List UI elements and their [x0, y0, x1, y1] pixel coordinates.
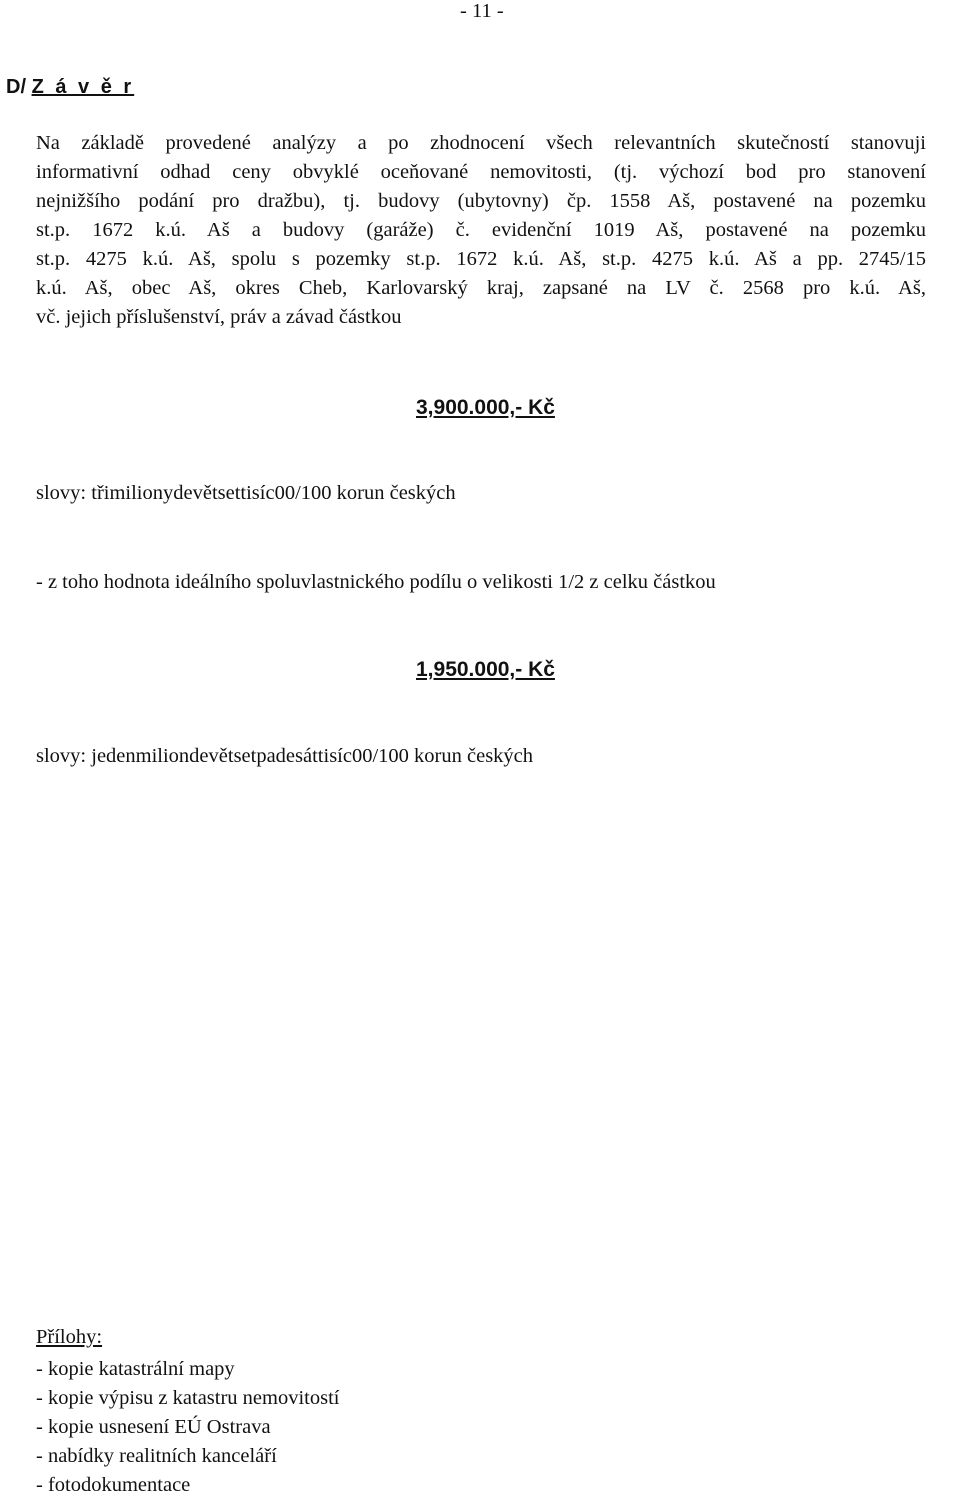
list-item: - kopie usnesení EÚ Ostrava [36, 1416, 271, 1438]
list-item: - fotodokumentace [36, 1474, 191, 1496]
list-item: - kopie katastrální mapy [36, 1358, 235, 1380]
total-in-words: slovy: třimilionydevětsettisíc00/100 korun českých [36, 482, 456, 504]
conclusion-line: st.p. 1672 k.ú. Aš a budovy (garáže) č. evidenční 1019 Aš, postavené na pozemku [36, 219, 926, 241]
total-amount: 3,900.000,- Kč [416, 396, 555, 419]
conclusion-line: k.ú. Aš, obec Aš, okres Cheb, Karlovarský kraj, zapsané na LV č. 2568 pro k.ú. Aš, [36, 277, 926, 299]
share-amount: 1,950.000,- Kč [416, 658, 555, 681]
share-in-words: slovy: jedenmiliondevětsetpadesáttisíc00/100 korun českých [36, 745, 534, 767]
attachments-title: Přílohy: [36, 1326, 103, 1348]
section-prefix: D/ [6, 76, 26, 98]
section-heading [6, 76, 134, 99]
conclusion-line: Na základě provedené analýzy a po zhodnocení všech relevantních skutečností stanovuji [36, 132, 926, 154]
conclusion-line: nejnižšího podání pro dražbu), tj. budovy (ubytovny) čp. 1558 Aš, postavené na pozemku [36, 190, 926, 212]
list-item: - nabídky realitních kanceláří [36, 1445, 277, 1467]
conclusion-line: st.p. 4275 k.ú. Aš, spolu s pozemky st.p. 1672 k.ú. Aš, st.p. 4275 k.ú. Aš a pp. 2745/15 [36, 248, 926, 270]
list-item: - kopie výpisu z katastru nemovitostí [36, 1387, 340, 1409]
conclusion-line: informativní odhad ceny obvyklé oceňované nemovitosti, (tj. výchozí bod pro stanovení [36, 161, 926, 183]
share-text: - z toho hodnota ideálního spoluvlastnického podílu o velikosti 1/2 z celku částkou [36, 571, 716, 593]
conclusion-paragraph [36, 129, 926, 332]
section-title: Z á v ě r [31, 76, 135, 98]
page-number: - 11 - [460, 0, 504, 22]
conclusion-line: vč. jejich příslušenství, práv a závad částkou [36, 306, 402, 328]
attachments-list [36, 1355, 339, 1500]
